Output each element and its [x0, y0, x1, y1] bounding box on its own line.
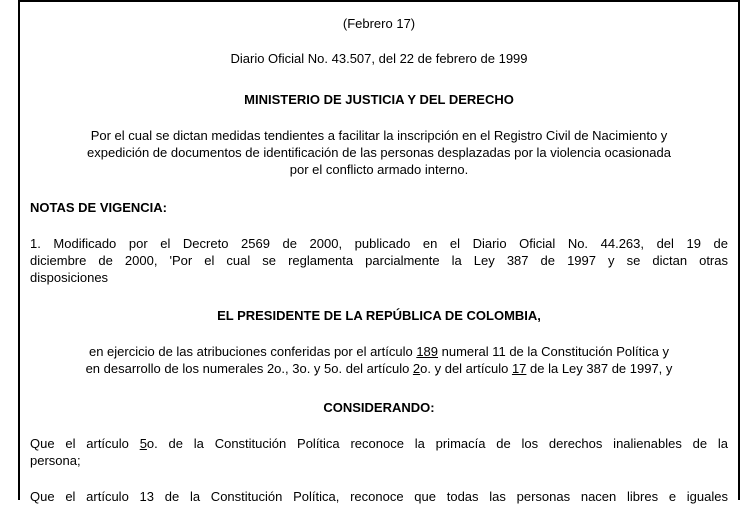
nota-line-1: 1. Modificado por el Decreto 2569 de 2000, publicado en el Diario Oficial No. 44.263, del 19 de: [30, 236, 728, 251]
ejercicio-line-1: [20, 343, 738, 360]
ejercicio-text: numeral 11 de la Constitución Política y: [438, 344, 670, 359]
top-border: [20, 0, 738, 2]
ejercicio-text: en desarrollo de los numerales 2o., 3o. y 5o. del artículo: [85, 361, 413, 376]
ministry-heading: MINISTERIO DE JUSTICIA Y DEL DERECHO: [244, 92, 514, 107]
ejercicio-text: en ejercicio de las atribuciones conferidas por el artículo: [88, 344, 417, 359]
considerando-p2-line-1: Que el artículo 13 de la Constitución Política, reconoce que todas las personas nacen libres e iguales: [30, 489, 728, 504]
ejercicio-line-2: [20, 360, 738, 377]
notas-heading: NOTAS DE VIGENCIA:: [30, 200, 167, 215]
ejercicio-text: de la Ley 387 de 1997, y: [526, 361, 673, 376]
nota-line-3: disposiciones: [30, 270, 109, 285]
link-articulo-17[interactable]: 17: [511, 361, 527, 376]
p1-text: o. de la Constitución Política reconoce la primacía de los derechos inalienables de la: [146, 436, 728, 451]
p1-text: Que el artículo: [30, 436, 140, 451]
decree-date: (Febrero 17): [342, 16, 416, 31]
objeto-line-1: Por el cual se dictan medidas tendientes a facilitar la inscripción en el Registro Civil de Nacimiento y: [90, 128, 668, 143]
objeto-line-3: por el conflicto armado interno.: [289, 162, 469, 177]
link-articulo-5[interactable]: 5: [139, 436, 147, 451]
considerando-p1-line-1: [30, 435, 728, 452]
considerando-heading: CONSIDERANDO:: [323, 400, 435, 415]
document-page: [18, 0, 740, 504]
nota-line-2: diciembre de 2000, 'Por el cual se reglamenta parcialmente la Ley 387 de 1997 y se dictan otras: [30, 253, 728, 268]
link-articulo-189[interactable]: 189: [416, 344, 439, 359]
considerando-p1-line-2: persona;: [30, 453, 81, 468]
diario-oficial: Diario Oficial No. 43.507, del 22 de febrero de 1999: [230, 51, 528, 66]
president-heading: EL PRESIDENTE DE LA REPÚBLICA DE COLOMBIA,: [217, 308, 541, 323]
link-articulo-2[interactable]: 2: [412, 361, 421, 376]
ejercicio-text: o. y del artículo: [420, 361, 512, 376]
objeto-line-2: expedición de documentos de identificación de las personas desplazadas por la violencia ocasionada: [87, 145, 671, 160]
